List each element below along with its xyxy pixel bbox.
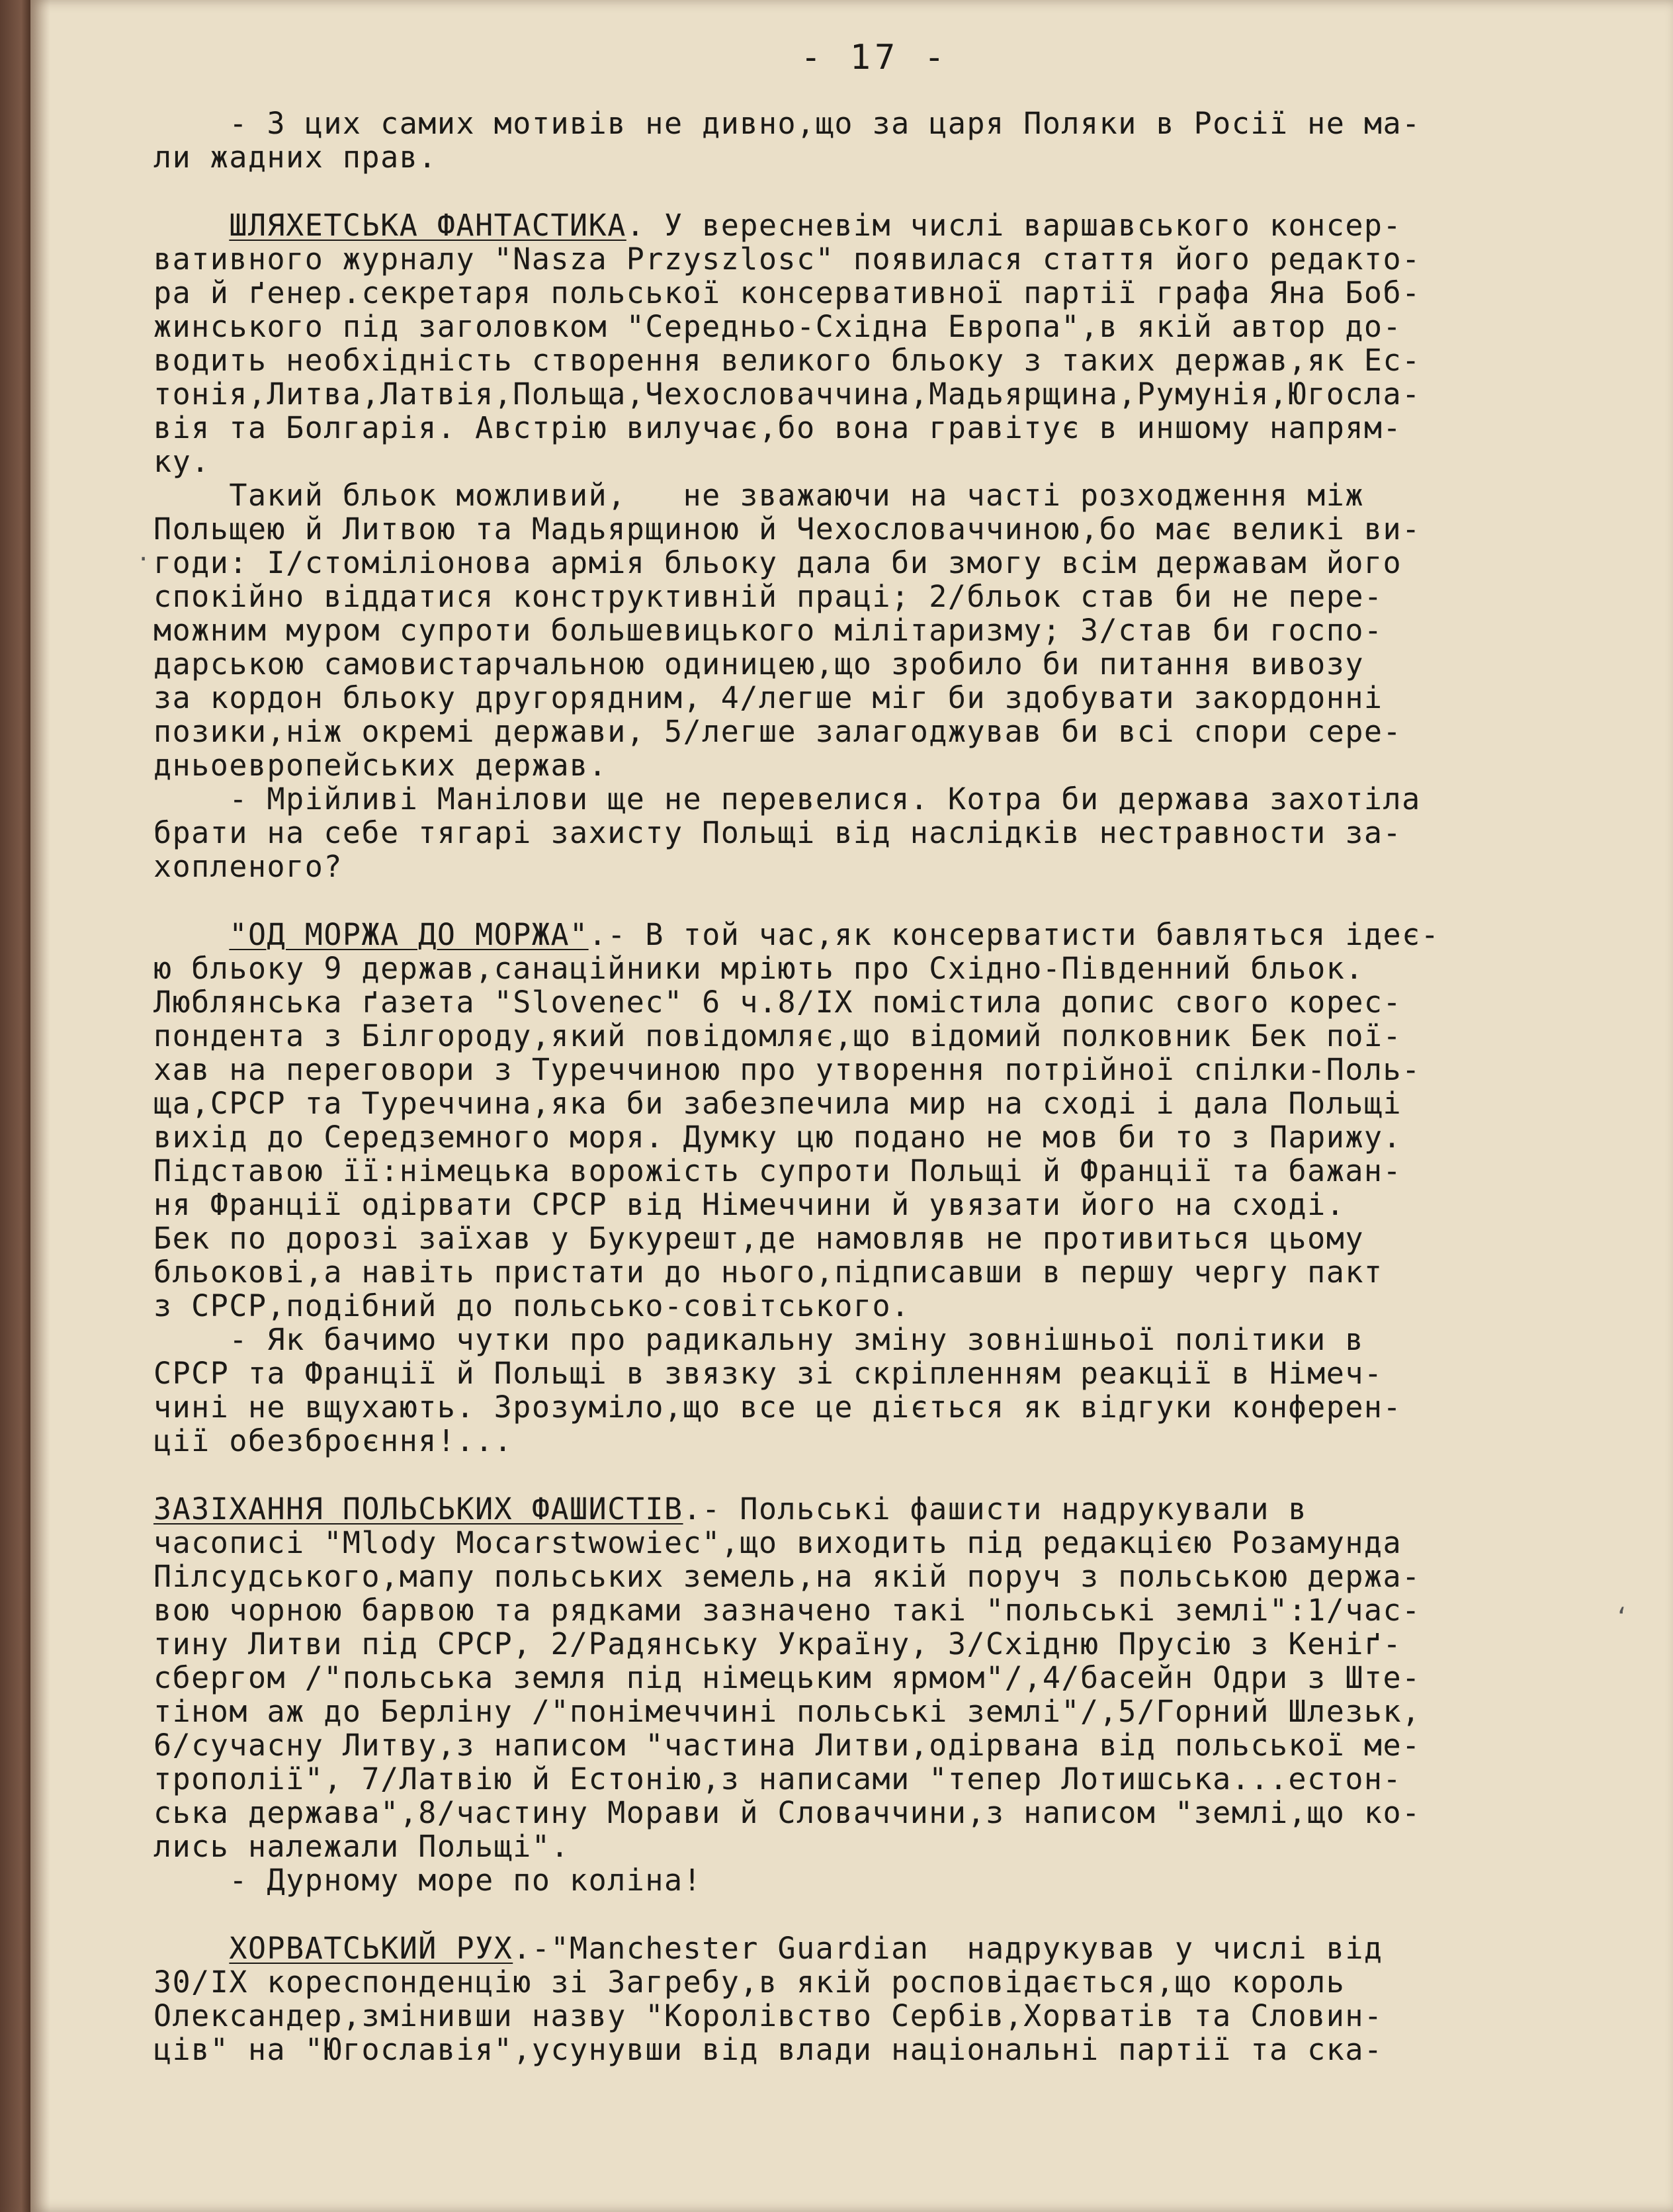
text-line: ща,СРСР та Туреччина,яка би забезпечила мир на сході і дала Польщі bbox=[153, 1086, 1402, 1121]
text-line: трополії", 7/Латвію й Естонію,з написами "тепер Лотишська...eстон- bbox=[153, 1761, 1402, 1796]
section-khorvatskyi-rukh bbox=[153, 1931, 1556, 2066]
section-heading: ХОРВАТСЬКИЙ РУХ bbox=[229, 1931, 513, 1966]
text-line: СРСР та Франції й Польщі в звязку зі скріпленням реакції в Німеч- bbox=[153, 1356, 1383, 1391]
page-gutter-shadow bbox=[30, 0, 50, 2212]
book-binding bbox=[0, 0, 30, 2212]
text-line: сбергом /"польська земля під німецьким ярмом"/,4/басейн Одри з Ште- bbox=[153, 1660, 1421, 1695]
margin-mark: ‘ bbox=[1617, 1601, 1627, 1634]
text-line: дньоевропейських держав. bbox=[153, 748, 608, 783]
text-line: тіном аж до Берліну /"понімеччині польські землі"/,5/Горний Шлезьк, bbox=[153, 1694, 1421, 1729]
text-line: Підставою її:німецька ворожість супроти Польщі й Франції та бажан- bbox=[153, 1153, 1402, 1188]
text-line: можним муром супроти большевицького мілітаризму; 3/став би госпо- bbox=[153, 613, 1383, 648]
typewritten-text bbox=[153, 38, 1556, 2101]
text-line: пондента з Білгороду,який повідомляє,що відомий полковник Бек пої- bbox=[153, 1018, 1402, 1053]
text-line: ра й ґенер.секретаря польської консервативної партії графа Яна Боб- bbox=[153, 275, 1421, 310]
text-line: вою чорною барвою та рядками зазначено такі "польські землі":1/час- bbox=[153, 1593, 1421, 1628]
text-line: дарською самовистарчальною одиницею,що зробило би питання вивозу bbox=[153, 646, 1364, 682]
text-line: Польщею й Литвою та Мадьярщиною й Чехословаччиною,бо має великі ви- bbox=[153, 511, 1421, 547]
text-line: ю бльоку 9 держав,санаційники мріють про Східно-Південний бльок. bbox=[153, 951, 1364, 986]
text-line: ня Франції одірвати СРСР від Німеччини й увязати його на сході. bbox=[153, 1187, 1346, 1222]
text-line: вативного журналу "Nasza Przyszlosc" появилася стаття його редакто- bbox=[153, 242, 1421, 277]
text-line: - Дурному море по коліна! bbox=[153, 1863, 703, 1898]
section-heading: ШЛЯХЕТСЬКА ФАНТАСТИКА bbox=[229, 208, 626, 243]
text-line: брати на себе тягарі захисту Польщі від наслідків нестравности за- bbox=[153, 815, 1402, 850]
heading-continuation: .- Польські фашисти надрукували в bbox=[683, 1491, 1308, 1526]
text-line: - З цих самих мотивів не дивно,що за царя Поляки в Росії не ма- bbox=[153, 106, 1421, 141]
section-shliakhetska-fantastyka bbox=[153, 208, 1556, 883]
text-line: ку. bbox=[153, 444, 210, 479]
text-line: - Як бачимо чутки про радикальну зміну зовнішньої політики в bbox=[153, 1322, 1364, 1357]
text-line: 6/сучасну Литву,з написом "частина Литви,одірвана від польської ме- bbox=[153, 1728, 1421, 1763]
text-line: ції обезброєння!... bbox=[153, 1423, 513, 1458]
section-heading: "ОД МОРЖА ДО МОРЖА" bbox=[229, 917, 589, 952]
text-line: вія та Болгарія. Австрію вилучає,бо вона гравітує в иншому напрям- bbox=[153, 410, 1402, 445]
text-line: - Мрійливі Манілови ще не перевелися. Котра би держава захотіла bbox=[153, 781, 1421, 817]
section-zazikhannia-fashystiv bbox=[153, 1492, 1556, 1897]
text-line: бльокові,а навіть пристати до нього,підписавши в першу чергу пакт bbox=[153, 1255, 1383, 1290]
text-line: жинського під заголовком "Середньо-Східна Европа",в якій автор до- bbox=[153, 309, 1402, 344]
heading-continuation: .- В той час,як консерватисти бавляться ідеє- bbox=[588, 917, 1440, 952]
heading-continuation: .-"Manchester Guardian надрукував у числі від bbox=[513, 1931, 1383, 1966]
text-line: вихід до Середземного моря. Думку цю подано не мов би то з Парижу. bbox=[153, 1120, 1402, 1155]
section-first-line bbox=[153, 1492, 1556, 1526]
text-line: ська держава",8/частину Морави й Словаччини,з написом "землі,що ко- bbox=[153, 1795, 1421, 1830]
text-line: з СРСР,подібний до польсько-совітського. bbox=[153, 1288, 910, 1323]
text-line: часописі "Mlody Mocarstwowiec",що виходить під редакцією Розамунда bbox=[153, 1525, 1402, 1560]
section-intro bbox=[153, 107, 1556, 174]
text-line: Олександер,змінивши назву "Королівство Сербів,Хорватів та Словин- bbox=[153, 1998, 1383, 2033]
text-line: 30/IX кореспонденцію зі Загребу,в якій росповідається,що король bbox=[153, 1965, 1346, 2000]
margin-dot: · bbox=[139, 543, 148, 575]
text-line: годи: I/стоміліонова армія бльоку дала би змогу всім державам його bbox=[153, 545, 1402, 580]
text-line: тонія,Литва,Латвія,Польща,Чехословаччина,Мадьярщина,Румунія,Югосла- bbox=[153, 376, 1421, 412]
text-line: ців" на "Югославія",усунувши від влади національні партії та ска- bbox=[153, 2032, 1383, 2067]
text-line: водить необхідність створення великого бльоку з таких держав,як Ес- bbox=[153, 343, 1421, 378]
text-line: Бек по дорозі заїхав у Букурешт,де намовляв не противиться цьому bbox=[153, 1221, 1364, 1256]
text-line: Пілсудського,мапу польських земель,на якій поруч з польською держа- bbox=[153, 1559, 1421, 1594]
section-od-morzha-do-morzha bbox=[153, 918, 1556, 1458]
text-line: хав на переговори з Туреччиною про утворення потрійної спілки-Поль- bbox=[153, 1052, 1421, 1087]
text-line: чині не вщухають. Зрозуміло,що все це діється як відгуки конферен- bbox=[153, 1390, 1402, 1425]
text-line: Такий бльок можливий, не зважаючи на часті розходження між bbox=[153, 478, 1364, 513]
text-line: лись належали Польщі". bbox=[153, 1829, 570, 1864]
text-line: тину Литви під СРСР, 2/Радянську Україну, 3/Східню Прусію з Кеніґ- bbox=[153, 1626, 1402, 1661]
text-line: хопленого? bbox=[153, 849, 343, 884]
section-heading: ЗАЗІХАННЯ ПОЛЬСЬКИХ ФАШИСТІВ bbox=[153, 1491, 683, 1526]
page-number: - 17 - bbox=[800, 38, 949, 77]
section-first-line bbox=[153, 1931, 1556, 1965]
section-first-line bbox=[153, 918, 1556, 951]
section-first-line bbox=[153, 208, 1556, 242]
text-line: спокійно віддатися конструктивній праці; 2/бльок став би не пере- bbox=[153, 579, 1383, 614]
heading-continuation: . У вересневім числі варшавського консер- bbox=[626, 208, 1402, 243]
text-line: позики,ніж окремі держави, 5/легше залагоджував би всі спори сере- bbox=[153, 714, 1402, 749]
text-line: ли жадних прав. bbox=[153, 140, 437, 175]
text-line: за кордон бльоку другорядним, 4/легше міг би здобувати закордонні bbox=[153, 680, 1383, 715]
text-line: Люблянська ґазета "Slovenec" 6 ч.8/IX помістила допис свого корес- bbox=[153, 985, 1402, 1020]
